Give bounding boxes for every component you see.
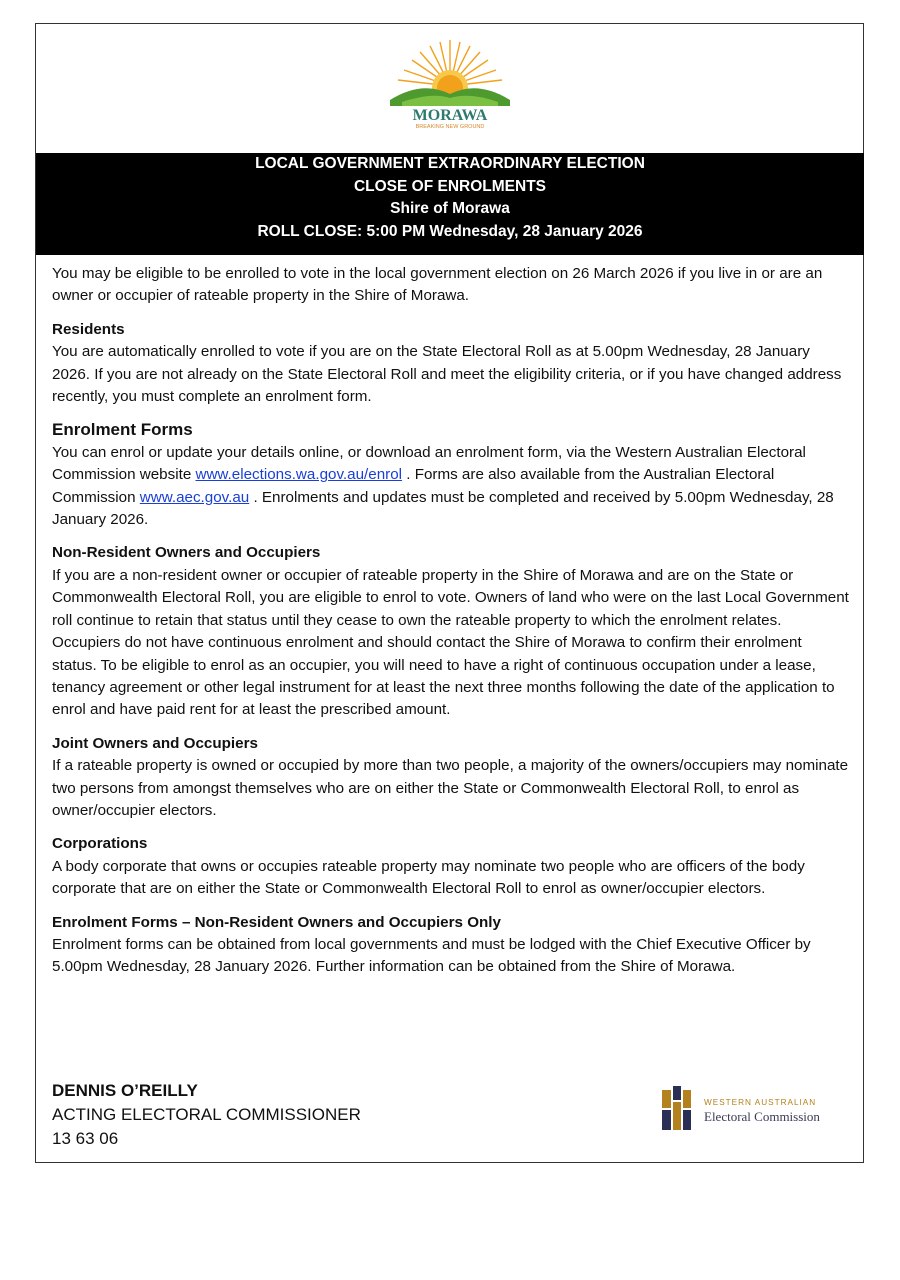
banner-subtitle: CLOSE OF ENROLMENTS xyxy=(353,177,547,195)
signature-block xyxy=(52,1079,361,1151)
aec-link[interactable]: www.aec.gov.au xyxy=(139,488,250,506)
enrolment-forms-text-2: . Forms are also available from the Australian Electoral Commission xyxy=(52,466,775,506)
non-resident-body: If you are a non-resident owner or occupier of rateable property in the Shire of Morawa and are on the State or Commonwealth Electoral Roll, you are eligible to enrol to vote. Owners of land who were on the last Local Government roll continue to retain that status until they cease to own the rateable property to which the enrolment relates. Occupiers do not have continuous enrolment and should contact the Shire of Morawa to confirm their enrolment status. To be eligible to enrol as an occupier, you will need to have a right of continuous occupation under a lease, tenancy agreement or other legal instrument for at least the next three months following the date of the application to enrol and have paid rent for at least the prescribed amount. xyxy=(52,566,849,719)
signatory-name: DENNIS O’REILLY xyxy=(52,1081,198,1100)
enrolment-forms-section xyxy=(52,419,850,531)
joint-owners-section xyxy=(52,733,850,823)
wac-label-bottom: Electoral Commission xyxy=(704,1109,820,1124)
enrolment-forms-text-3: . Enrolments and updates must be completed and received by 5.00pm Wednesday, 28 January 2026. xyxy=(52,488,834,529)
morawa-logo xyxy=(382,36,518,132)
banner-shire: Shire of Morawa xyxy=(390,200,510,218)
non-resident-section xyxy=(52,542,850,721)
enrolment-forms-heading: Enrolment Forms xyxy=(52,420,193,440)
enrolment-forms-text-1: You can enrol or update your details online, or download an enrolment form, via the Western Australian Electoral Commission website xyxy=(52,443,806,484)
residents-heading: Residents xyxy=(52,320,125,338)
corporations-heading: Corporations xyxy=(52,835,148,853)
banner-title: LOCAL GOVERNMENT EXTRAORDINARY ELECTION xyxy=(255,155,645,172)
intro-paragraph: You may be eligible to be enrolled to vote in the local government election on 26 March 2026 if you live in or are an owner or occupier of rateable property in the Shire of Morawa. xyxy=(52,265,823,305)
forms-nonresident-section xyxy=(52,912,850,979)
forms-nonresident-heading: Enrolment Forms – Non-Resident Owners and Occupiers Only xyxy=(52,913,501,931)
wac-label-top: WESTERN AUSTRALIAN xyxy=(704,1098,817,1107)
banner-roll-close: ROLL CLOSE: 5:00 PM Wednesday, 28 January 2026 xyxy=(257,222,643,240)
forms-nonresident-body: Enrolment forms can be obtained from local governments and must be lodged with the Chief Executive Officer by 5.00pm Wednesday, 28 January 2026. Further information can be obtained from the Shire of Morawa. xyxy=(52,935,811,976)
wa-electoral-commission-logo xyxy=(660,1086,830,1136)
signatory-title: ACTING ELECTORAL COMMISSIONER xyxy=(52,1105,361,1124)
residents-section xyxy=(52,319,850,409)
svg-text:BREAKING NEW GROUND: BREAKING NEW GROUND xyxy=(415,124,485,130)
joint-owners-heading: Joint Owners and Occupiers xyxy=(52,734,258,752)
elections-wa-link[interactable]: www.elections.wa.gov.au/enrol xyxy=(195,466,403,484)
corporations-body: A body corporate that owns or occupies rateable property may nominate two people who are officers of the body corporate that are on either the State or Commonwealth Electoral Roll to enrol as owner/occupier electors. xyxy=(52,857,805,898)
contact-phone: 13 63 06 xyxy=(52,1129,119,1148)
notice-body xyxy=(52,263,850,979)
residents-body: You are automatically enrolled to vote if you are on the State Electoral Roll as at 5.00pm Wednesday, 28 January 2026. If you are not already on the State Electoral Roll and meet the eligibility criteria, or if you have changed address recently, you must complete an enrolment form. xyxy=(52,343,842,406)
joint-owners-body: If a rateable property is owned or occupied by more than two people, a majority of the owners/occupiers may nominate two persons from amongst themselves who are on either the State or Commonwealth Electoral Roll, to enrol as owner/occupier electors. xyxy=(52,757,849,819)
enrolment-forms-body xyxy=(52,442,850,532)
wac-emblem-icon xyxy=(660,1086,692,1134)
svg-text:MORAWA: MORAWA xyxy=(412,107,488,124)
non-resident-heading: Non-Resident Owners and Occupiers xyxy=(52,544,321,562)
election-banner xyxy=(36,153,864,255)
corporations-section xyxy=(52,833,850,900)
